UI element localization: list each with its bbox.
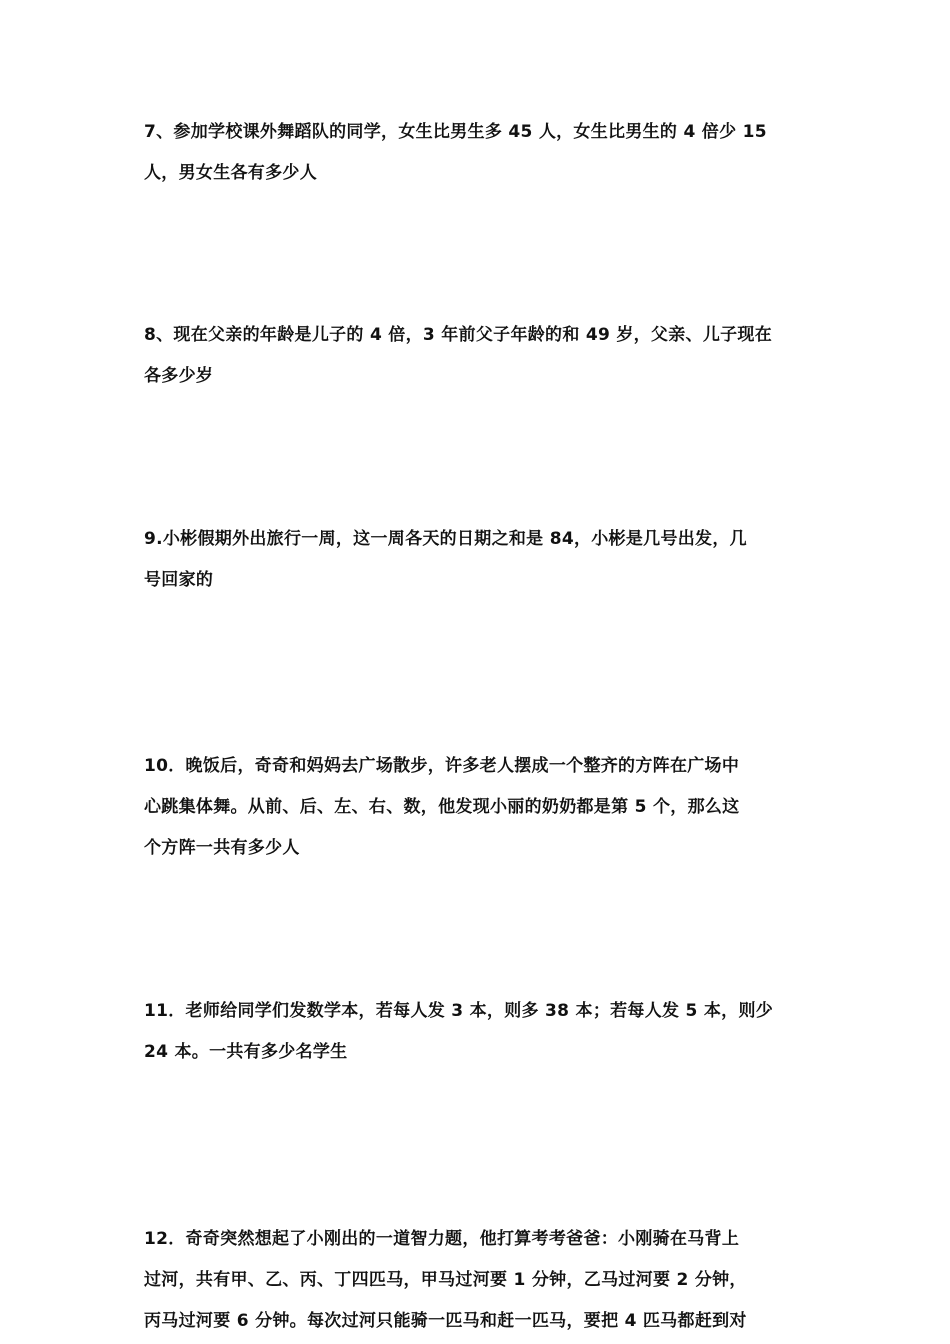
problem-8-line-2: 各多少岁	[144, 366, 214, 386]
problem-11-line-2: 24 本。一共有多少名学生	[144, 1042, 348, 1062]
problem-10	[144, 746, 809, 869]
problem-9-line-2: 号回家的	[144, 570, 214, 590]
problem-8-line-1: 8、现在父亲的年龄是儿子的 4 倍，3 年前父子年龄的和 49 岁，父亲、儿子现在	[144, 325, 773, 345]
problem-9	[144, 519, 809, 601]
problem-12-line-2: 过河，共有甲、乙、丙、丁四匹马，甲马过河要 1 分钟，乙马过河要 2 分钟，	[144, 1270, 747, 1290]
problem-10-line-2: 心跳集体舞。从前、后、左、右、数，他发现小丽的奶奶都是第 5 个，那么这	[144, 797, 740, 817]
problem-11	[144, 991, 809, 1073]
problem-7	[144, 112, 809, 194]
problem-8	[144, 315, 809, 397]
problem-9-line-1: 9.小彬假期外出旅行一周，这一周各天的日期之和是 84，小彬是几号出发，几	[144, 529, 747, 549]
problem-10-line-3: 个方阵一共有多少人	[144, 838, 300, 858]
problem-12	[144, 1219, 809, 1342]
problem-12-line-3: 丙马过河要 6 分钟。每次过河只能骑一匹马和赶一匹马，要把 4 匹马都赶到对	[144, 1311, 747, 1331]
problem-7-line-2: 人，男女生各有多少人	[144, 163, 317, 183]
problem-10-line-1: 10．晚饭后，奇奇和妈妈去广场散步，许多老人摆成一个整齐的方阵在广场中	[144, 756, 740, 776]
problem-7-line-1: 7、参加学校课外舞蹈队的同学，女生比男生多 45 人，女生比男生的 4 倍少 15	[144, 122, 767, 142]
problem-12-line-1: 12．奇奇突然想起了小刚出的一道智力题，他打算考考爸爸：小刚骑在马背上	[144, 1229, 740, 1249]
problem-11-line-1: 11．老师给同学们发数学本，若每人发 3 本，则多 38 本；若每人发 5 本，则少	[144, 1001, 774, 1021]
